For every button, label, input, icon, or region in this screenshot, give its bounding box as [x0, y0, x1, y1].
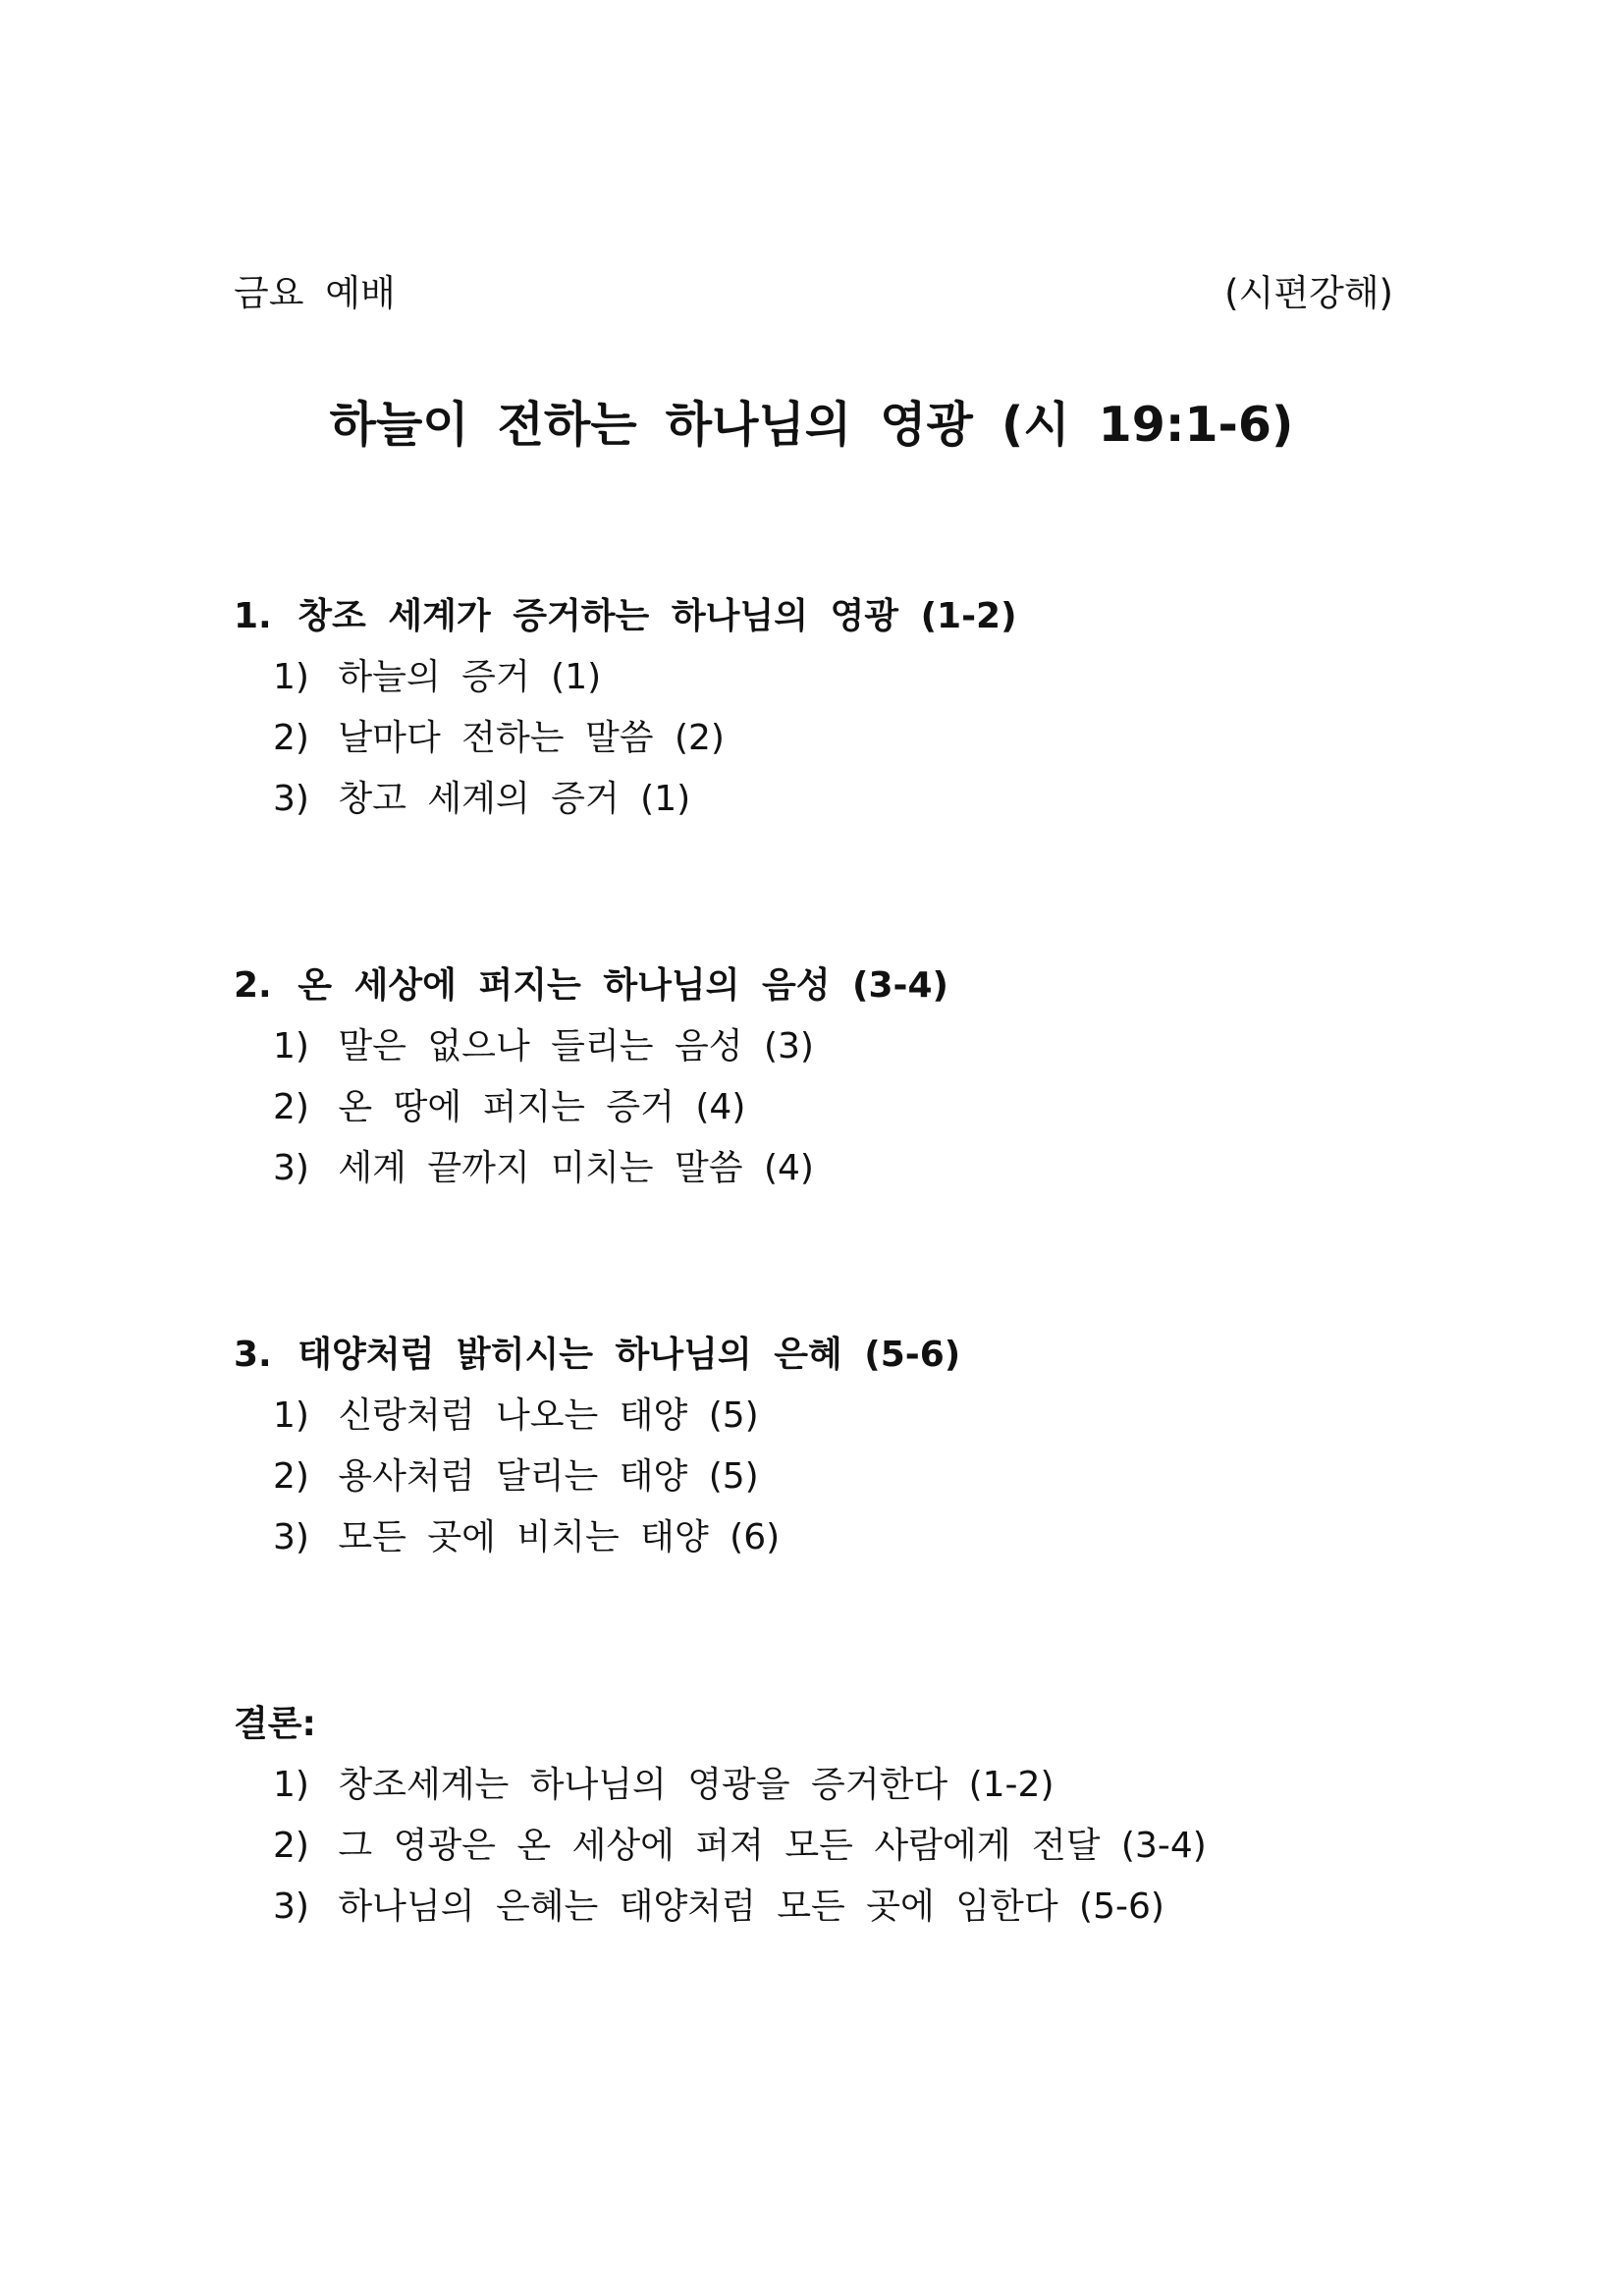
item-text: 모든 곳에 비치는 태양 (6) — [338, 1517, 781, 1558]
item-text: 하나님의 은혜는 태양처럼 모든 곳에 임한다 (5-6) — [338, 1886, 1164, 1927]
section-title: 창조 세계가 증거하는 하나님의 영광 (1-2) — [298, 596, 1017, 636]
section-number: 1. — [234, 596, 272, 636]
conclusion-item — [234, 1816, 1412, 1877]
outline-item — [234, 1138, 1412, 1199]
section-number: 3. — [234, 1335, 272, 1375]
outline-item — [234, 1447, 1412, 1507]
outline-item — [234, 647, 1412, 708]
outline-section-2 — [234, 956, 1412, 1199]
item-text: 창고 세계의 증거 (1) — [338, 779, 691, 819]
outline-item — [234, 769, 1412, 830]
conclusion-section — [234, 1694, 1412, 1938]
section-title: 태양처럼 밝히시는 하나님의 은혜 (5-6) — [298, 1335, 961, 1375]
conclusion-item — [234, 1755, 1412, 1816]
item-number: 3) — [273, 1886, 309, 1927]
item-number: 3) — [273, 779, 309, 819]
outline-item — [234, 1386, 1412, 1447]
service-name: 금요 예배 — [234, 272, 396, 314]
item-number: 3) — [273, 1517, 309, 1558]
item-number: 1) — [273, 657, 309, 697]
item-text: 세계 끝까지 미치는 말씀 (4) — [338, 1148, 814, 1188]
item-text: 신랑처럼 나오는 태양 (5) — [338, 1395, 759, 1436]
outline-item — [234, 1507, 1412, 1568]
item-number: 2) — [273, 1456, 309, 1497]
outline-section-1 — [234, 586, 1412, 830]
item-number: 2) — [273, 718, 309, 758]
outline-item — [234, 1077, 1412, 1138]
item-text: 창조세계는 하나님의 영광을 증거한다 (1-2) — [338, 1765, 1055, 1805]
section-heading — [234, 956, 1412, 1016]
outline-item — [234, 708, 1412, 769]
item-text: 그 영광은 온 세상에 퍼져 모든 사람에게 전달 (3-4) — [338, 1826, 1207, 1866]
outline-section-3 — [234, 1325, 1412, 1568]
conclusion-heading: 결론: — [234, 1704, 316, 1744]
item-number: 2) — [273, 1826, 309, 1866]
item-text: 말은 없으나 들리는 음성 (3) — [338, 1026, 814, 1066]
conclusion-item — [234, 1877, 1412, 1938]
item-text: 하늘의 증거 (1) — [338, 657, 602, 697]
item-text: 용사처럼 달리는 태양 (5) — [338, 1456, 759, 1497]
page-title: 하늘이 전하는 하나님의 영광 (시 19:1-6) — [329, 397, 1294, 453]
item-number: 1) — [273, 1395, 309, 1436]
item-number: 1) — [273, 1026, 309, 1066]
section-heading — [234, 1325, 1412, 1386]
item-number: 2) — [273, 1087, 309, 1127]
item-text: 온 땅에 퍼지는 증거 (4) — [338, 1087, 746, 1127]
item-text: 날마다 전하는 말씀 (2) — [338, 718, 725, 758]
item-number: 3) — [273, 1148, 309, 1188]
section-title: 온 세상에 퍼지는 하나님의 음성 (3-4) — [298, 965, 948, 1006]
outline-item — [234, 1016, 1412, 1077]
section-number: 2. — [234, 965, 272, 1006]
item-number: 1) — [273, 1765, 309, 1805]
series-label: (시편강해) — [1224, 272, 1393, 314]
section-heading — [234, 586, 1412, 647]
